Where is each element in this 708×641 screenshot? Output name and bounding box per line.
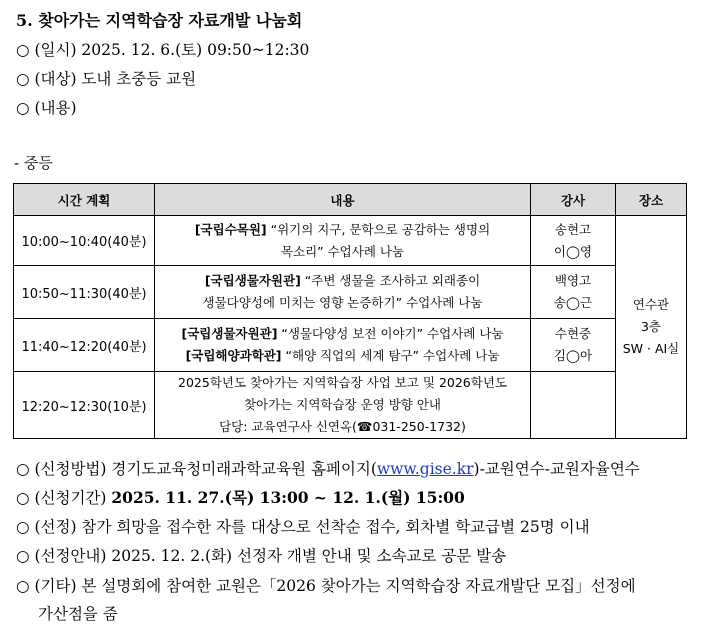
content-text: “주변 생물을 조사하고 외래종이 (300, 273, 481, 288)
table-row (14, 372, 687, 439)
school-name: 백영고 (554, 273, 592, 288)
table-row (14, 216, 687, 266)
time-cell: 10:50~11:30(40분) (14, 266, 155, 319)
apply-period-label: ○ (신청기간) (16, 489, 112, 507)
contact-text: 담당: 교육연구사 신연옥(☎031-250-1732) (219, 419, 466, 434)
website-link[interactable]: www.gise.kr (376, 460, 474, 478)
table-header-row (14, 184, 687, 216)
section-title: 5. 찾아가는 지역학습장 자료개발 나눔회 (16, 11, 303, 30)
header-content: 내용 (155, 184, 531, 216)
etc-line: ○ (기타) 본 설명회에 참여한 교원은「2026 찾아가는 지역학습장 자료개발단 모집」선정에 (16, 577, 636, 595)
content-cell (155, 319, 531, 372)
apply-method-prefix: ○ (신청방법) 경기도교육청미래과학교육원 홈페이지( (16, 460, 377, 478)
instructor-cell (531, 266, 616, 319)
section-label: - 중등 (14, 154, 53, 172)
org-name: [국립해양과학관] (185, 348, 282, 363)
header-instructor: 강사 (531, 184, 616, 216)
apply-period-value: 2025. 11. 27.(목) 13:00 ~ 12. 1.(월) 15:00 (111, 488, 465, 507)
instructor-cell (531, 319, 616, 372)
org-name: [국립생물자원관] (181, 326, 278, 341)
table-row (14, 319, 687, 372)
time-cell: 10:00~10:40(40분) (14, 216, 155, 266)
content-text: “해양 직업의 세계 탐구” 수업사례 나눔 (281, 348, 500, 363)
target-line: ○ (대상) 도내 초중등 교원 (16, 70, 197, 88)
school-name: 송현고 (554, 221, 592, 237)
content-text: 찾아가는 지역학습장 운영 방향 안내 (243, 397, 442, 412)
venue-floor: 3층 (640, 319, 662, 334)
content-cell (155, 266, 531, 319)
venue-building: 연수관 (632, 297, 670, 312)
time-cell: 11:40~12:20(40분) (14, 319, 155, 372)
content-text: 목소리” 수업사례 나눔 (280, 243, 405, 259)
table-row (14, 266, 687, 319)
content-line: ○ (내용) (16, 99, 77, 117)
instructor-name: 김◯아 (553, 348, 593, 363)
etc-line-continued: 가산점을 줌 (38, 605, 118, 623)
org-name: [국립생물자원관] (204, 273, 301, 288)
content-cell (155, 216, 531, 266)
apply-method-line (16, 457, 640, 479)
instructor-cell (531, 372, 616, 439)
time-cell: 12:20~12:30(10분) (14, 372, 155, 439)
org-name: [국립수목원] (194, 221, 267, 237)
content-text: 생물다양성에 미치는 영향 논증하기” 수업사례 나눔 (202, 295, 483, 310)
apply-method-suffix: )-교원연수-교원자율연수 (473, 460, 640, 478)
selection-notice-line: ○ (선정안내) 2025. 12. 2.(화) 선정자 개별 안내 및 소속교로 공문 발송 (16, 547, 507, 565)
instructor-name: 이◯영 (553, 243, 593, 259)
content-text: “생물다양성 보전 이야기” 수업사례 나눔 (277, 326, 504, 341)
header-venue: 장소 (616, 184, 687, 216)
content-cell (155, 372, 531, 439)
school-name: 수현중 (554, 326, 592, 341)
venue-room: SW · AI실 (622, 341, 680, 356)
content-text: “위기의 지구, 문학으로 공감하는 생명의 (266, 221, 491, 237)
apply-period-line (16, 486, 465, 508)
instructor-cell (531, 216, 616, 266)
instructor-name: 송◯근 (553, 295, 593, 310)
header-time: 시간 계획 (14, 184, 155, 216)
venue-cell (616, 216, 687, 439)
selection-line: ○ (선정) 참가 희망을 접수한 자를 대상으로 선착순 접수, 회차별 학교급별 25명 이내 (16, 518, 590, 536)
schedule-table (13, 183, 687, 439)
schedule-line: ○ (일시) 2025. 12. 6.(토) 09:50~12:30 (16, 41, 310, 59)
content-text: 2025학년도 찾아가는 지역학습장 사업 보고 및 2026학년도 (178, 375, 507, 390)
